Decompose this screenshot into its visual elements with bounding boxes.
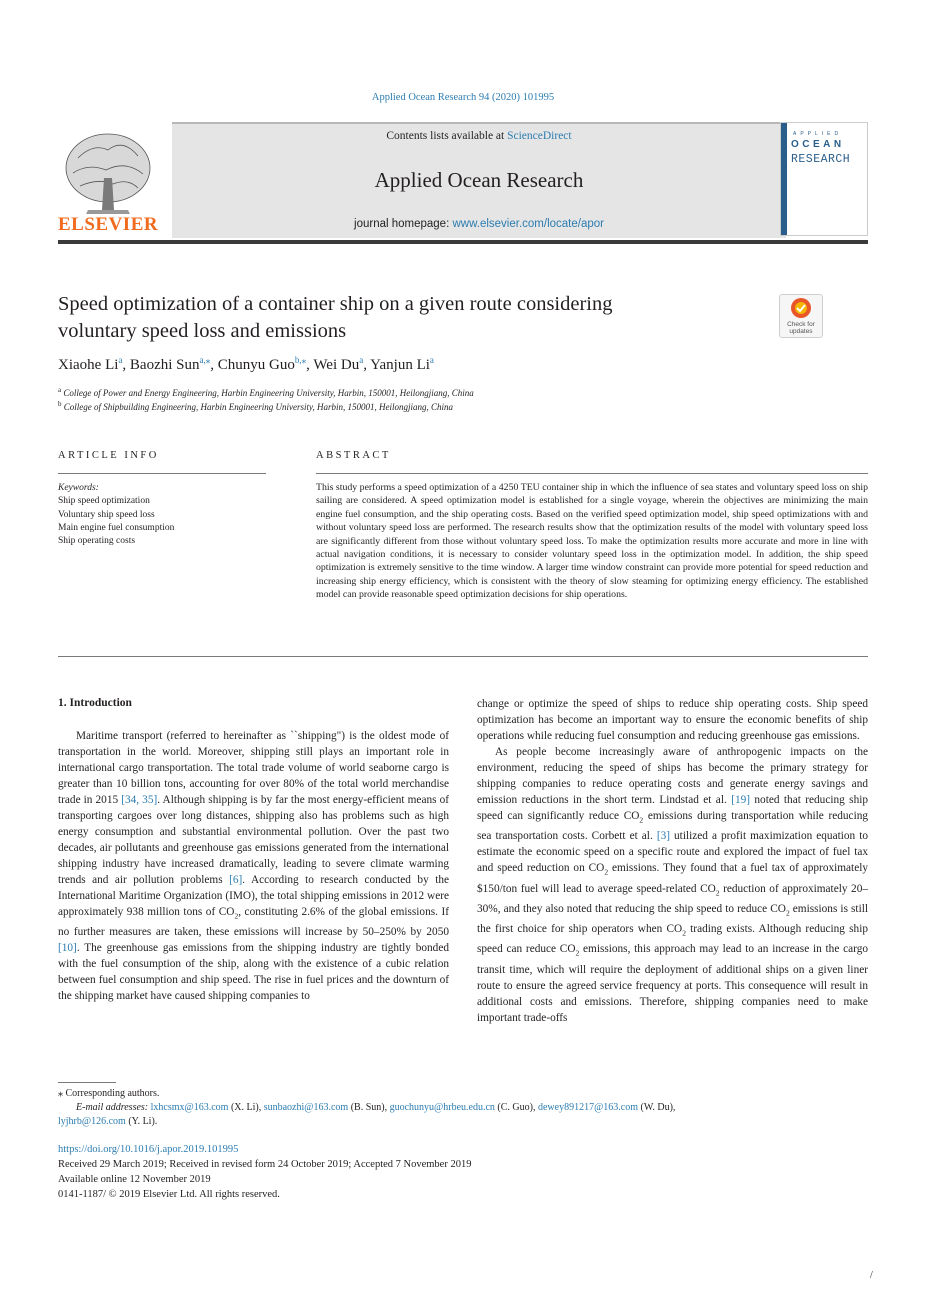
- header-rule: [58, 240, 868, 244]
- intro-paragraph-2: As people become increasingly aware of anthropogenic impacts on the environment, reducing the speed of ships has become the primary strategy for shipping companies to reduce operating costs and generate energy savings and emission reductions in the short term. Lindstad et al. [19] noted that reducing ship speed can significantly reduce $CO_2$ emissions during transportation while reducing sea transportation costs. Corbett et al. [3] utilized a profit maximization equation to estimate the economic speed on a specific route and explored the impact of fuel tax and speed reduction on $CO_2$ emissions. They found that a fuel tax of approximately $150/ton fuel will lead to average speed-related $CO_2$ reduction of approximately 20–30%, and they also noted that reducing the ship speed to reduce $CO_2$ emissions is still the first choice for ship operators when $CO_2$ trading exists. Although reducing ship speed can reduce $CO_2$ emissions, this approach may lead to an increase in the cargo transit time, which will require the deployment of additional ships on a given liner route to ensure the agreed service frequency at ports. This consequence will result in additional costs and emissions. Therefore, shipping companies need to make important trade-offs: [477, 746, 868, 1024]
- intro-paragraph-1-cont: change or optimize the speed of ships to reduce ship operating costs. Ship speed optimization has become an important way to ensure the economic benefits of ship operations while reducing fuel consumption and reducing greenhouse gas emissions.: [477, 698, 868, 742]
- abstract-heading: ABSTRACT: [316, 450, 391, 461]
- author[interactable]: Baozhi Sun: [129, 357, 200, 373]
- email-label: E-mail addresses:: [76, 1102, 149, 1113]
- cover-line2: OCEAN: [791, 139, 845, 150]
- keywords-label: Keywords:: [58, 483, 99, 493]
- author[interactable]: Chunyu Guo: [217, 357, 295, 373]
- affiliation: $^a$ College of Power and Energy Engineering, Harbin Engineering University, Harbin, 150001, Heilongjiang, China: [58, 386, 474, 398]
- check-for-updates-button[interactable]: [779, 294, 823, 338]
- keyword: Voluntary ship speed loss: [58, 509, 155, 520]
- journal-homepage: [172, 218, 786, 230]
- article-title: [58, 291, 738, 345]
- email-link[interactable]: lxhcsmx@163.com: [150, 1102, 229, 1113]
- available-online: Available online 12 November 2019: [58, 1174, 211, 1185]
- abstract-text: This study performs a speed optimization of a 4250 TEU container ship in which the influence of sea states and voluntary speed loss on ship sailing are considered. A speed optimization model is established for a single voyage, wherein the objectives are minimizing the main engine fuel consumption, and the ship operating costs. Based on the verified speed optimization model, ship speed optimizations with and without voluntary speed loss are performed. The research results show that the optimization results of the model with voluntary speed loss are significantly different from those without voluntary speed loss. To make the optimization results more accurate and more in line with actual navigation conditions, it is necessary to consider voluntary speed loss in the optimization model. In addition, the ship speed optimization is extremely sensitive to the time window. A larger time window constraint can provide more potential for speed reduction and increasing ship energy efficiency, which is consistent with the theory of slow steaming for optimizing energy efficiency. The established model can provide reasonable speed optimization decisions for ship operations.: [316, 482, 868, 601]
- right-column: [477, 696, 868, 1026]
- homepage-prefix: journal homepage:: [354, 218, 453, 230]
- received-dates: Received 29 March 2019; Received in revised form 24 October 2019; Accepted 7 November 2019: [58, 1159, 472, 1170]
- email-link[interactable]: guochunyu@hrbeu.edu.cn: [389, 1102, 495, 1113]
- author[interactable]: Wei Du: [313, 357, 360, 373]
- footnote-corresponding: ⁎ Corresponding authors.: [58, 1088, 160, 1099]
- cover-line3: RESEARCH: [791, 153, 851, 166]
- keywords-block: [58, 482, 174, 548]
- page-mark: /: [870, 1270, 873, 1281]
- check-updates-icon: [780, 295, 822, 321]
- contents-line: [172, 130, 786, 142]
- citation-link[interactable]: [3]: [656, 830, 670, 843]
- section-heading-introduction: 1. Introduction: [58, 697, 132, 709]
- title-line-1: Speed optimization of a container ship on a given route considering: [58, 293, 613, 315]
- article-info-heading: ARTICLE INFO: [58, 450, 159, 461]
- author-list: Xiaohe Li$^a$, Baozhi Sun$^{a,⁎}$, Chunyu Guo$^{b,⁎}$, Wei Du$^a$, Yanjun Li$^a$: [58, 355, 434, 373]
- citation-link[interactable]: [6]: [229, 874, 243, 886]
- author[interactable]: Yanjun Li: [370, 357, 430, 373]
- footnote-emails: E-mail addresses: lxhcsmx@163.com (X. Li), sunbaozhi@163.com (B. Sun), guochunyu@hrbeu.edu.cn (C. Guo), dewey891217@163.com (W. Du), lyjhrb@126.com (Y. Li).: [58, 1102, 676, 1127]
- contents-prefix: Contents lists available at: [386, 130, 508, 142]
- elsevier-wordmark: ELSEVIER: [58, 214, 159, 235]
- email-link[interactable]: dewey891217@163.com: [537, 1102, 638, 1113]
- email-link[interactable]: lyjhrb@126.com: [58, 1116, 126, 1127]
- doi-link[interactable]: https://doi.org/10.1016/j.apor.2019.101995: [58, 1144, 239, 1155]
- journal-cover-thumbnail[interactable]: [780, 122, 868, 236]
- title-line-2: voluntary speed loss and emissions: [58, 320, 347, 342]
- author[interactable]: Xiaohe Li: [58, 357, 119, 373]
- citation-link[interactable]: [19]: [731, 794, 751, 806]
- copyright: 0141-1187/ © 2019 Elsevier Ltd. All rights reserved.: [58, 1189, 280, 1200]
- intro-paragraph-1: Maritime transport (referred to hereinafter as ``shipping") is the oldest mode of transportation in the world. Moreover, shipping still plays an important role in international cargo transportation. The total trade volume of world seaborne cargo is greater than 10 billion tons, accounting for over 80% of the total world merchandise trade in 2015 [34, 35]. Although shipping is by far the most energy-efficient means of transporting cargoes over long distances, shipping also has problems such as high energy consumption and substantial environmental pollution. Over the past two decades, air pollutants and greenhouse gas emissions generated from the international shipping industry have increased dramatically, leading to severe climate warming trends and air pollution problems [6]. According to research conducted by the International Maritime Organization (IMO), the total shipping emissions in 2012 were approximately 938 million tons of $CO_2$, constituting 2.6% of the global emissions. If no further measures are taken, these emissions will increase by 50–250% by 2050 [10]. The greenhouse gas emissions from the shipping industry are tightly bonded with the fuel consumption of the ship, along with the existence of a cubic relation between fuel consumption and ship speed. The rise in fuel prices and the downturn of the shipping market have caused shipping companies to: [58, 730, 450, 1003]
- abstract-bottom-rule: [58, 656, 868, 657]
- footnote-rule: [58, 1082, 116, 1083]
- homepage-link[interactable]: www.elsevier.com/locate/apor: [452, 218, 604, 230]
- article-info-rule: [58, 473, 266, 474]
- check-updates-label: Check for updates: [787, 321, 815, 335]
- keyword: Ship operating costs: [58, 536, 136, 547]
- affiliation: $^b$ College of Shipbuilding Engineering, Harbin Engineering University, Harbin, 150001, Heilongjiang, China: [58, 400, 453, 412]
- email-link[interactable]: sunbaozhi@163.com: [263, 1102, 349, 1113]
- left-column: [58, 728, 449, 1004]
- cover-band: [781, 123, 787, 235]
- citation-link[interactable]: [34, 35]: [121, 794, 158, 806]
- journal-name: Applied Ocean Research: [374, 168, 584, 192]
- keyword: Main engine fuel consumption: [58, 522, 175, 533]
- citation-link[interactable]: [10]: [58, 942, 77, 955]
- abstract-rule: [316, 473, 868, 474]
- cover-line1: APPLIED: [793, 131, 843, 137]
- journal-citation[interactable]: Applied Ocean Research 94 (2020) 101995: [371, 92, 555, 103]
- sciencedirect-link[interactable]: ScienceDirect: [507, 130, 572, 142]
- keyword: Ship speed optimization: [58, 496, 150, 507]
